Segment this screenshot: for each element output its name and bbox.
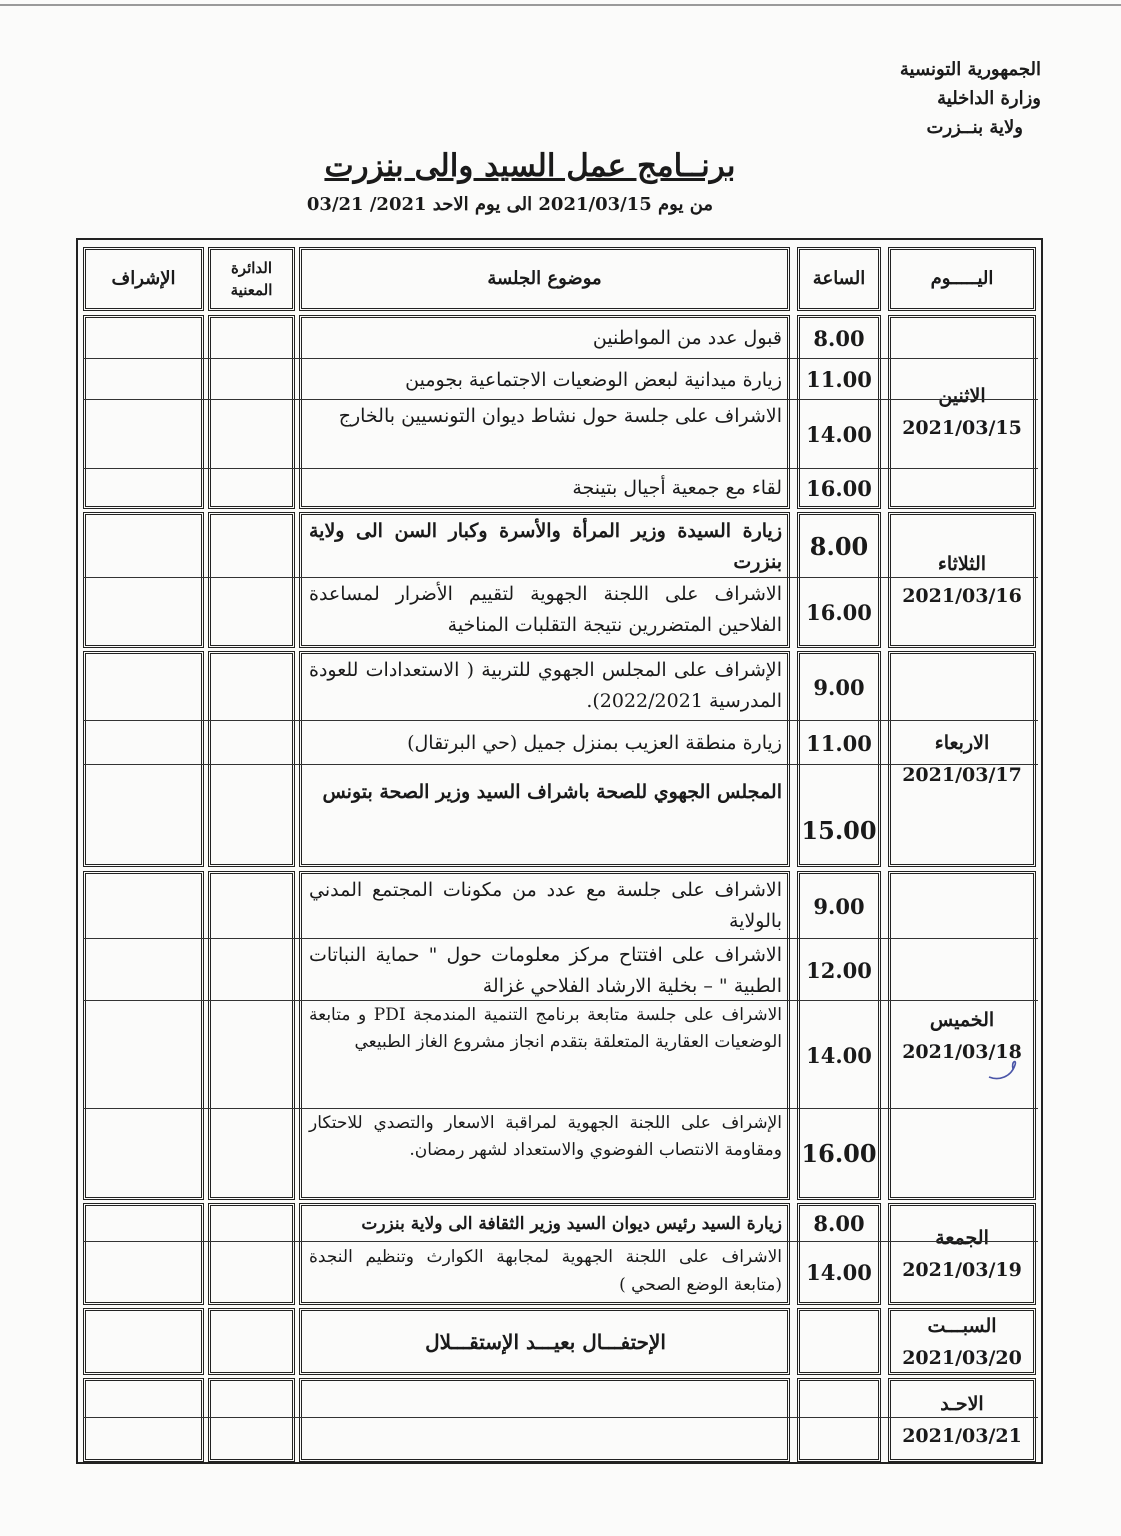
supervision-cell xyxy=(85,578,202,646)
department-cell xyxy=(210,874,293,938)
supervision-cell xyxy=(85,1109,202,1198)
day-name: الخميس xyxy=(929,1008,995,1031)
day-group-saturday xyxy=(83,1308,1038,1375)
department-cell xyxy=(210,721,293,765)
day-date: 2021/03/18 xyxy=(902,1040,1022,1063)
subject-cell: الإشراف على اللجنة الجهوية لمراقبة الاسعار والتصدي للاحتكار ومقاومة الانتصاب الفوضوي والاستعداد لشهر رمضان. xyxy=(309,1113,782,1160)
hour-cell: 11.00 xyxy=(806,730,872,756)
supervision-cell xyxy=(85,721,202,765)
table-row xyxy=(83,1206,1038,1241)
header-subject: موضوع الجلسة xyxy=(299,247,790,311)
department-cell xyxy=(210,1109,293,1198)
day-date: 2021/03/17 xyxy=(902,764,1022,786)
department-cell xyxy=(210,359,293,400)
issuing-authority xyxy=(900,55,1041,142)
day-group-wednesday xyxy=(83,651,1038,867)
supervision-cell xyxy=(85,515,202,577)
table-row xyxy=(83,1000,1038,1109)
table-row xyxy=(83,1311,1038,1372)
supervision-cell xyxy=(85,939,202,1001)
day-date: 2021/03/20 xyxy=(902,1346,1022,1369)
table-row xyxy=(83,399,1038,469)
subject-cell: الاشراف على اللجنة الجهوية لمجابهة الكوارث وتنظيم النجدة (متابعة الوضع الصحي ) xyxy=(309,1247,782,1295)
department-cell xyxy=(210,1418,293,1460)
hour-cell: 8.00 xyxy=(813,325,865,351)
header-supervision: الإشراف xyxy=(83,247,204,311)
hour-cell: 8.00 xyxy=(809,531,869,561)
table-row xyxy=(83,764,1038,865)
hour-cell: 15.00 xyxy=(801,815,877,845)
table-row xyxy=(83,1417,1038,1460)
day-group-friday xyxy=(83,1203,1038,1305)
subject-cell: قبول عدد من المواطنين xyxy=(592,327,782,349)
table-row xyxy=(83,358,1038,400)
day-date: 2021/03/16 xyxy=(902,585,1022,607)
day-name: الاربعاء xyxy=(934,732,990,754)
supervision-cell xyxy=(85,469,202,507)
table-row xyxy=(83,938,1038,1001)
table-row xyxy=(83,1108,1038,1198)
hour-cell: 9.00 xyxy=(813,893,865,919)
day-name: الاحـد xyxy=(940,1393,984,1415)
table-row xyxy=(83,577,1038,646)
subject-cell: زيارة السيدة وزير المرأة والأسرة وكبار السن الى ولاية بنزرت xyxy=(309,520,782,573)
subject-cell: الإشراف على المجلس الجهوي للتربية ( الاستعدادات للعودة المدرسية 2022/2021). xyxy=(309,659,782,712)
supervision-cell xyxy=(85,765,202,865)
supervision-cell xyxy=(85,874,202,938)
day-group-thursday xyxy=(83,871,1038,1200)
day-name: السبـــت xyxy=(927,1314,997,1337)
department-cell xyxy=(210,1242,293,1303)
hour-cell: 9.00 xyxy=(813,674,865,700)
department-cell xyxy=(210,515,293,577)
day-group-monday xyxy=(83,315,1038,509)
day-name: الثلاثاء xyxy=(937,553,987,575)
subject-cell xyxy=(303,1381,786,1417)
scan-top-edge xyxy=(0,4,1121,6)
supervision-cell xyxy=(85,1001,202,1109)
hour-cell xyxy=(799,1311,879,1372)
supervision-cell xyxy=(85,1381,202,1417)
hour-cell: 11.00 xyxy=(806,367,872,392)
day-group-sunday xyxy=(83,1378,1038,1462)
hour-cell: 14.00 xyxy=(806,422,872,447)
day-date: 2021/03/15 xyxy=(902,417,1022,439)
supervision-cell xyxy=(85,1418,202,1460)
table-row xyxy=(83,874,1038,938)
department-cell xyxy=(210,400,293,469)
supervision-cell xyxy=(85,359,202,400)
hour-cell xyxy=(799,1381,879,1417)
day-name: الاثنين xyxy=(938,385,986,407)
table-row xyxy=(83,1241,1038,1303)
department-cell xyxy=(210,1206,293,1241)
subject-cell: الاشراف على افتتاح مركز معلومات حول " حماية النباتات الطبية " – بخلية الارشاد الفلاحي غزالة xyxy=(309,944,782,997)
department-cell xyxy=(210,578,293,646)
table-row xyxy=(83,654,1038,720)
supervision-cell xyxy=(85,1206,202,1241)
table-row xyxy=(83,318,1038,358)
hour-cell: 14.00 xyxy=(806,1042,872,1068)
subject-cell: الاشراف على جلسة متابعة برنامج التنمية المندمجة PDI و متابعة الوضعيات العقارية المتعلقة بتقدم انجاز مشروع الغاز الطبيعي xyxy=(309,1005,783,1052)
table-row xyxy=(83,720,1038,765)
header-hour: الساعة xyxy=(797,247,881,311)
header-day: اليـــــوم xyxy=(888,247,1036,311)
department-cell xyxy=(210,1001,293,1109)
subject-cell xyxy=(303,1418,786,1460)
hour-cell: 16.00 xyxy=(801,1139,877,1168)
subject-cell: الإحتفـــال بعيـــد الإستقـــلال xyxy=(425,1329,666,1354)
day-group-tuesday xyxy=(83,512,1038,648)
supervision-cell xyxy=(85,400,202,469)
hour-cell: 16.00 xyxy=(806,599,872,625)
period-line: من يوم 2021/03/15 الى يوم الاحد 2021/ 03/21 xyxy=(306,194,714,215)
day-name: الجمعة xyxy=(935,1227,989,1249)
subject-cell: زيارة ميدانية لبعض الوضعيات الاجتماعية بجومين xyxy=(405,368,782,391)
document-title: برنــامج عمل السيد والى بنزرت xyxy=(324,148,736,184)
hour-cell: 14.00 xyxy=(806,1260,872,1285)
hour-cell xyxy=(799,1418,879,1460)
governorate-name: ولاية بنــزرت xyxy=(926,117,1023,138)
hour-cell: 12.00 xyxy=(806,957,872,983)
header-department: الدائرة المعنية xyxy=(208,247,295,311)
subject-cell: لقاء مع جمعية أجيال بتينجة xyxy=(572,477,782,499)
ministry-name: وزارة الداخلية xyxy=(937,88,1041,109)
department-cell xyxy=(210,765,293,865)
supervision-cell xyxy=(85,1242,202,1303)
day-date: 2021/03/21 xyxy=(902,1425,1022,1447)
subject-cell: الاشراف على اللجنة الجهوية لتقييم الأضرار لمساعدة الفلاحين المتضررين نتيجة التقلبات المناخية xyxy=(309,583,782,636)
subject-cell: الاشراف على جلسة مع عدد من مكونات المجتمع المدني بالولاية xyxy=(309,879,782,932)
table-row xyxy=(83,1381,1038,1417)
department-cell xyxy=(210,654,293,720)
supervision-cell xyxy=(85,1311,202,1372)
department-cell xyxy=(210,939,293,1001)
department-cell xyxy=(210,1311,293,1372)
department-cell xyxy=(210,469,293,507)
pen-mark xyxy=(985,1055,1025,1085)
table-row xyxy=(83,468,1038,507)
day-date: 2021/03/19 xyxy=(902,1259,1022,1281)
supervision-cell xyxy=(85,318,202,358)
table-row xyxy=(83,515,1038,577)
department-cell xyxy=(210,318,293,358)
department-cell xyxy=(210,1381,293,1417)
subject-cell: زيارة منطقة العزيب بمنزل جميل (حي البرتقال) xyxy=(407,732,782,754)
subject-cell: المجلس الجهوي للصحة باشراف السيد وزير الصحة بتونس xyxy=(322,781,782,803)
supervision-cell xyxy=(85,654,202,720)
hour-cell: 16.00 xyxy=(806,475,872,501)
subject-cell: الاشراف على جلسة حول نشاط ديوان التونسيين بالخارج xyxy=(338,405,782,427)
country-name: الجمهورية التونسية xyxy=(899,59,1041,80)
hour-cell: 8.00 xyxy=(813,1211,865,1236)
subject-cell: زيارة السيد رئيس ديوان السيد وزير الثقافة الى ولاية بنزرت xyxy=(361,1213,782,1234)
